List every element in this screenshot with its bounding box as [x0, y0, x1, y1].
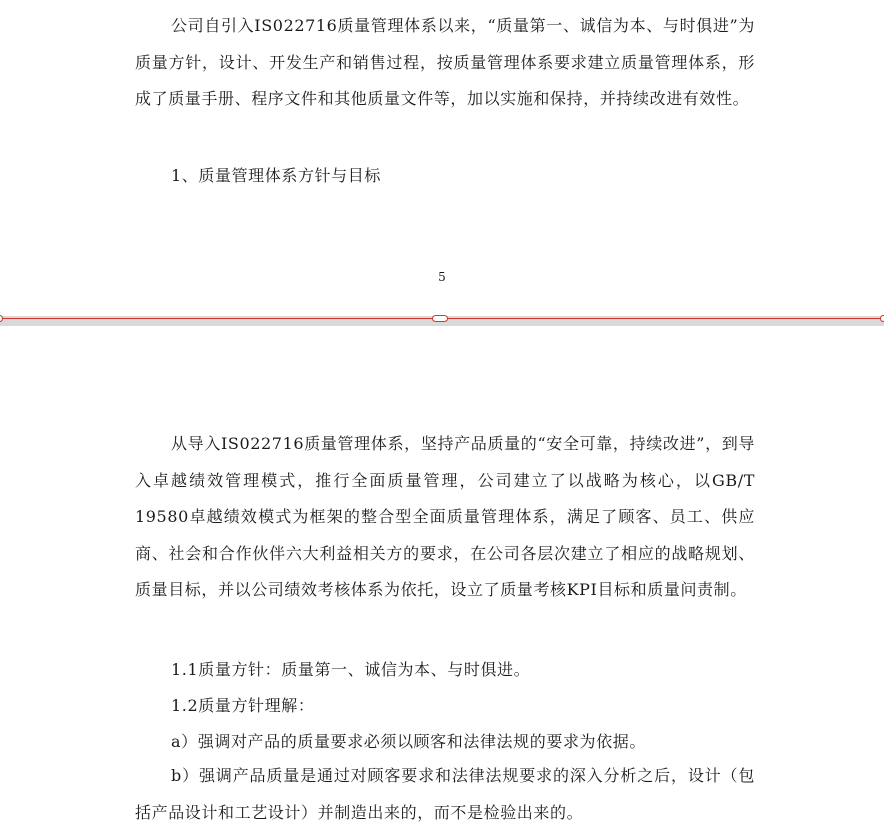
page-break-right-marker: [880, 315, 884, 322]
quality-system-paragraph: 从导入IS022716质量管理体系，坚持产品质量的“安全可靠，持续改进”，到导入卓越绩效管理模式，推行全面质量管理，公司建立了以战略为核心，以GB/T 19580卓越绩效模式为框架的整合型全面质量管理体系，满足了顾客、员工、供应商、社会和合作伙伴六大利益相关方的要求，在公司各层次建立了相应的战略规划、质量目标，并以公司绩效考核体系为依托，设立了质量考核KPI目标和质量问责制。: [135, 434, 755, 599]
item-a: a）强调对产品的质量要求必须以顾客和法律法规的要求为依据。: [171, 732, 646, 751]
item-quality-policy: 1.1质量方针：质量第一、诚信为本、与时俱进。: [171, 660, 531, 679]
document-page-6: [0, 326, 884, 827]
document-page-5: [0, 0, 884, 316]
item-b: b）强调产品质量是通过对顾客要求和法律法规要求的深入分析之后，设计（包括产品设计和工艺设计）并制造出来的，而不是检验出来的。: [135, 766, 755, 822]
section-heading-quality-policy: 1、质量管理体系方针与目标: [171, 166, 381, 185]
page-number: 5: [438, 270, 446, 284]
page-break-handle[interactable]: [432, 315, 448, 322]
intro-paragraph: 公司自引入IS022716质量管理体系以来，“质量第一、诚信为本、与时俱进”为质量方针，设计、开发生产和销售过程，按质量管理体系要求建立质量管理体系，形成了质量手册、程序文件和其他质量文件等，加以实施和保持，并持续改进有效性。: [135, 16, 755, 108]
item-policy-understanding: 1.2质量方针理解：: [171, 696, 315, 715]
